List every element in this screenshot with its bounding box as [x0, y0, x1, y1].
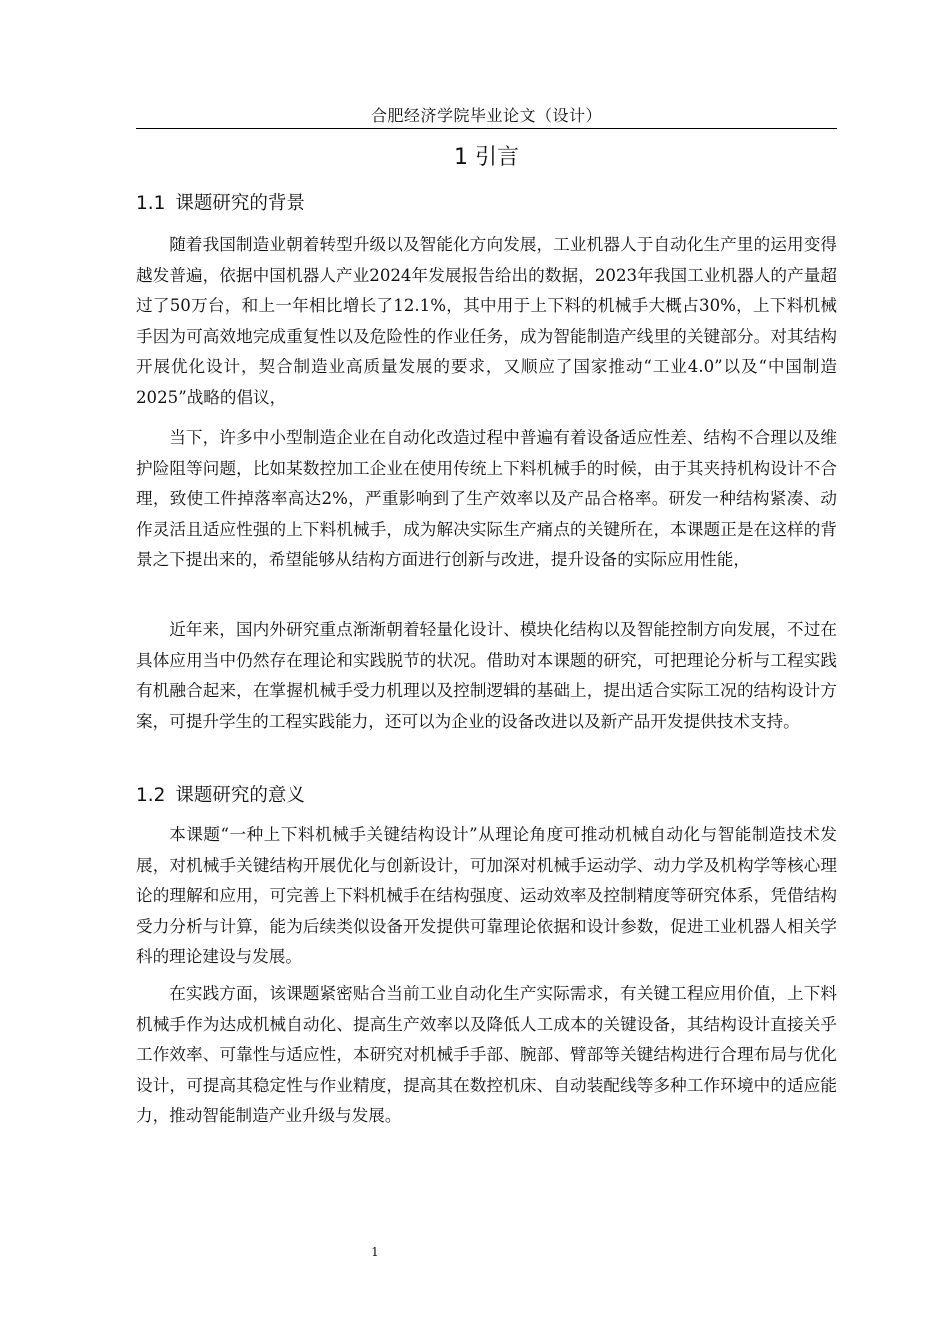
chapter-title: 1 引言: [454, 145, 519, 170]
section-number: 1.2: [136, 785, 166, 806]
paragraph: 随着我国制造业朝着转型升级以及智能化方向发展，工业机器人于自动化生产里的运用变得越发普遍，依据中国机器人产业2024年发展报告给出的数据，2023年我国工业机器人的产量超过了50万台，和上一年相比增长了12.1%，其中用于上下料的机械手大概占30%，上下料机械手因为可高效地完成重复性以及危险性的作业任务，成为智能制造产线里的关键部分。对其结构开展优化设计，契合制造业高质量发展的要求，又顺应了国家推动“工业4.0”以及“中国制造2025”战略的倡议，: [136, 235, 837, 407]
paragraph: 本课题“一种上下料机械手关键结构设计”从理论角度可推动机械自动化与智能制造技术发展，对机械手关键结构开展优化与创新设计，可加深对机械手运动学、动力学及机构学等核心理论的理解和应用，可完善上下料机械手在结构强度、运动效率及控制精度等研究体系，凭借结构受力分析与计算，能为后续类似设备开发提供可靠理论依据和设计参数，促进工业机器人相关学科的理论建设与发展。: [136, 825, 837, 967]
section-number: 1.1: [136, 193, 166, 214]
section-title-text: 课题研究的背景: [175, 193, 305, 214]
section-title-text: 课题研究的意义: [175, 785, 305, 806]
section-heading-background: [136, 190, 837, 218]
paragraph: 当下，许多中小型制造企业在自动化改造过程中普遍有着设备适应性差、结构不合理以及维护险阻等问题，比如某数控加工企业在使用传统上下料机械手的时候，由于其夹持机构设计不合理，致使工件掉落率高达2%，严重影响到了生产效率以及产品合格率。研发一种结构紧凑、动作灵活且适应性强的上下料机械手，成为解决实际生产痛点的关键所在，本课题正是在这样的背景之下提出来的，希望能够从结构方面进行创新与改进，提升设备的实际应用性能，: [136, 428, 837, 570]
page-number: 1: [371, 1245, 379, 1259]
header-divider: [136, 128, 837, 129]
section-heading-significance: [136, 782, 837, 810]
paragraph: 在实践方面，该课题紧密贴合当前工业自动化生产实际需求，有关键工程应用价值，上下料机械手作为达成机械自动化、提高生产效率以及降低人工成本的关键设备，其结构设计直接关乎工作效率、可靠性与适应性，本研究对机械手手部、腕部、臂部等关键结构进行合理布局与优化设计，可提高其稳定性与作业精度，提高其在数控机床、自动装配线等多种工作环境中的适应能力，推动智能制造产业升级与发展。: [136, 984, 837, 1126]
page-header: 合肥经济学院毕业论文（设计）: [370, 106, 602, 125]
paragraph: 近年来，国内外研究重点渐渐朝着轻量化设计、模块化结构以及智能控制方向发展，不过在具体应用当中仍然存在理论和实践脱节的状况。借助对本课题的研究，可把理论分析与工程实践有机融合起来，在掌握机械手受力机理以及控制逻辑的基础上，提出适合实际工况的结构设计方案，可提升学生的工程实践能力，还可以为企业的设备改进以及新产品开发提供技术支持。: [136, 620, 837, 731]
